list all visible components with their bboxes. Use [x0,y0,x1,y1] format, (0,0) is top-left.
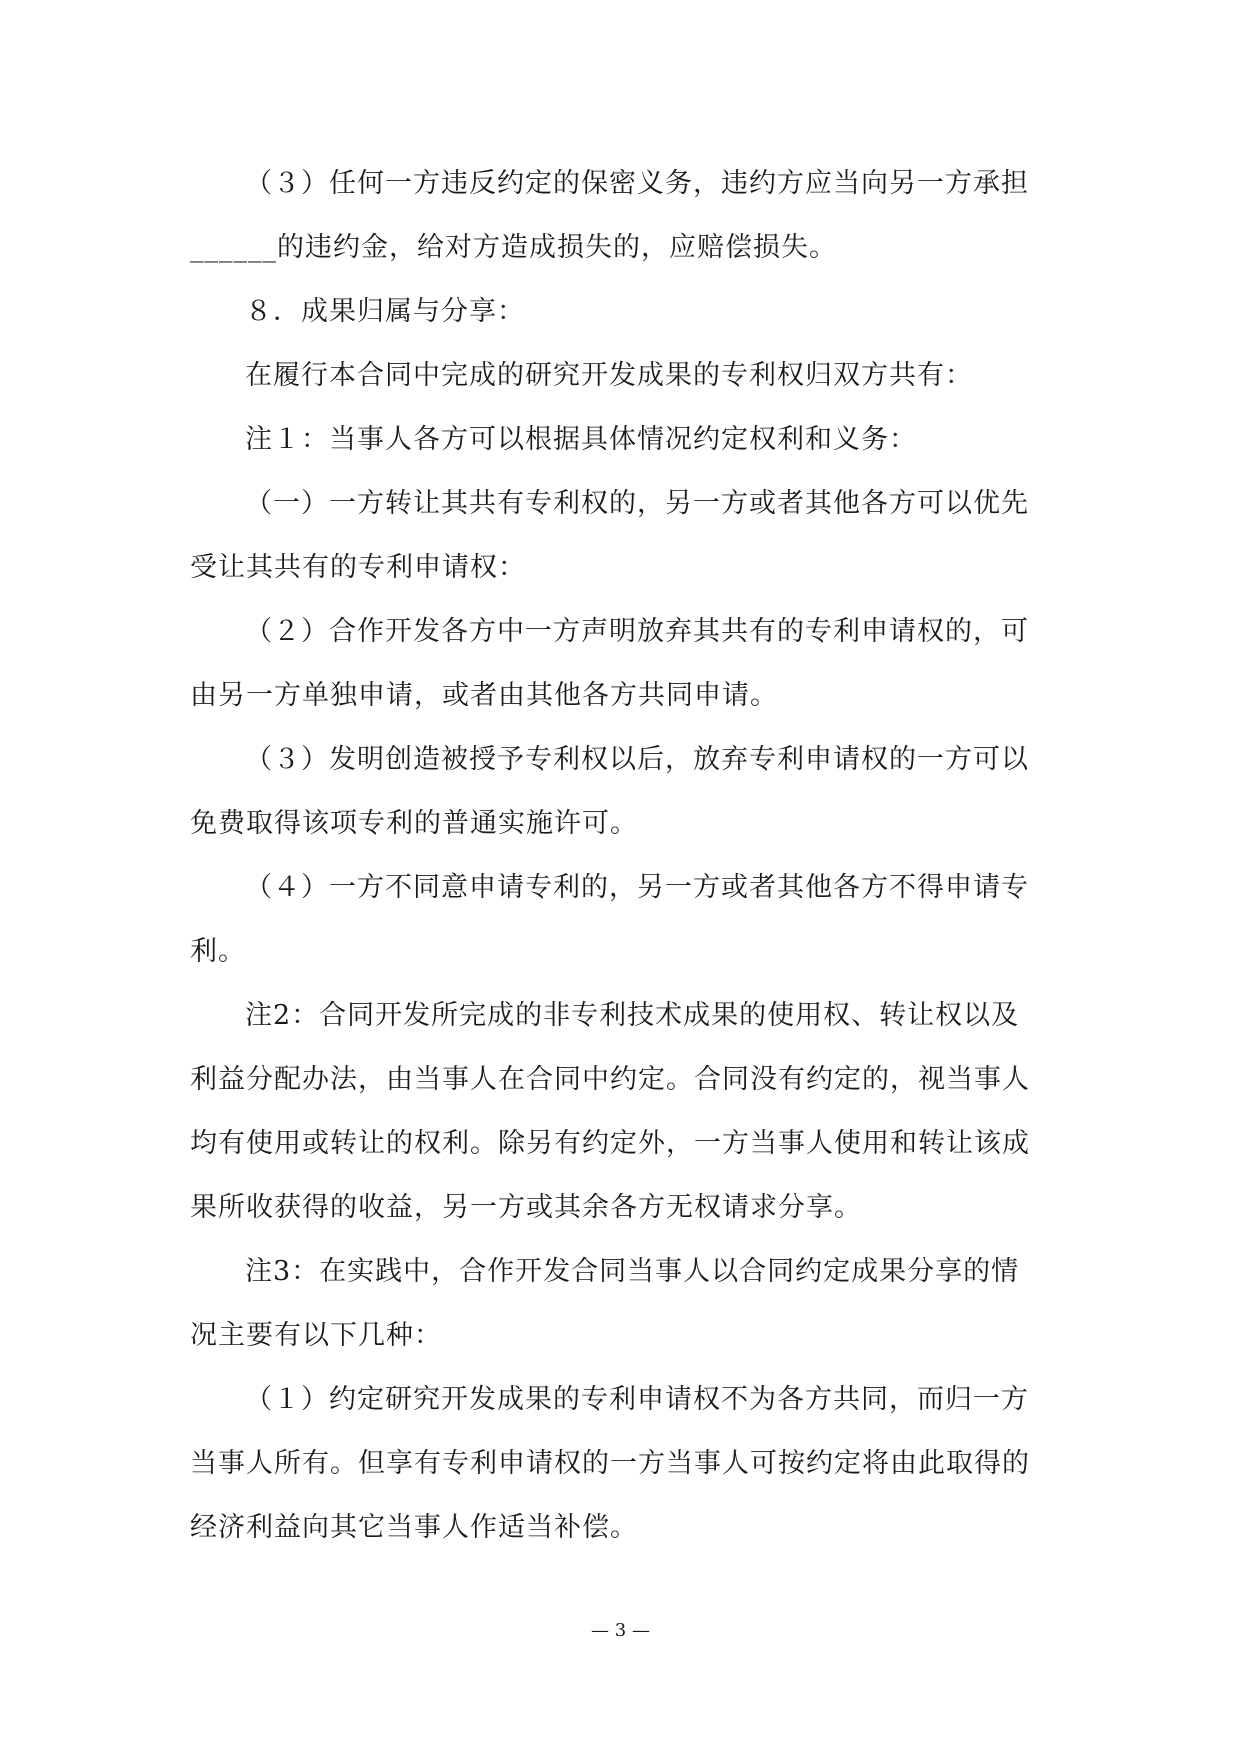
paragraph-line: 利益分配办法，由当事人在合同中约定。合同没有约定的，视当事人 [190,1064,1030,1095]
paragraph-line: （一）一方转让其共有专利权的，另一方或者其他各方可以优先 [245,488,1029,519]
paragraph-line: （３）发明创造被授予专利权以后，放弃专利申请权的一方可以 [245,744,1029,775]
paragraph-line: 由另一方单独申请，或者由其他各方共同申请。 [190,680,778,711]
section-heading: ８．成果归属与分享： [245,296,525,327]
paragraph-line: 当事人所有。但享有专利申请权的一方当事人可按约定将由此取得的 [190,1448,1030,1479]
note-line: 注3：在实践中，合作开发合同当事人以合同约定成果分享的情 [245,1256,1020,1287]
paragraph-line: （３）任何一方违反约定的保密义务，违约方应当向另一方承担 [245,168,1029,199]
paragraph-line: 经济利益向其它当事人作适当补偿。 [190,1512,638,1543]
paragraph-line: ______的违约金，给对方造成损失的，应赔偿损失。 [190,232,837,263]
paragraph-line: 受让其共有的专利申请权： [190,552,526,583]
paragraph-line: 均有使用或转让的权利。除另有约定外，一方当事人使用和转让该成 [190,1128,1030,1159]
paragraph-line: 况主要有以下几种： [190,1320,442,1351]
note-line: 注１：当事人各方可以根据具体情况约定权利和义务： [245,424,917,455]
paragraph-line: 在履行本合同中完成的研究开发成果的专利权归双方共有： [245,360,973,391]
paragraph-line: （１）约定研究开发成果的专利申请权不为各方共同，而归一方 [245,1384,1029,1415]
paragraph-line: 果所收获得的收益，另一方或其余各方无权请求分享。 [190,1192,862,1223]
paragraph-line: 免费取得该项专利的普通实施许可。 [190,808,638,839]
note-line: 注2：合同开发所完成的非专利技术成果的使用权、转让权以及 [245,1000,1020,1031]
page-number: — 3 — [591,1620,650,1641]
paragraph-line: （４）一方不同意申请专利的，另一方或者其他各方不得申请专 [245,872,1029,903]
paragraph-line: （２）合作开发各方中一方声明放弃其共有的专利申请权的，可 [245,616,1029,647]
paragraph-line: 利。 [190,936,246,967]
